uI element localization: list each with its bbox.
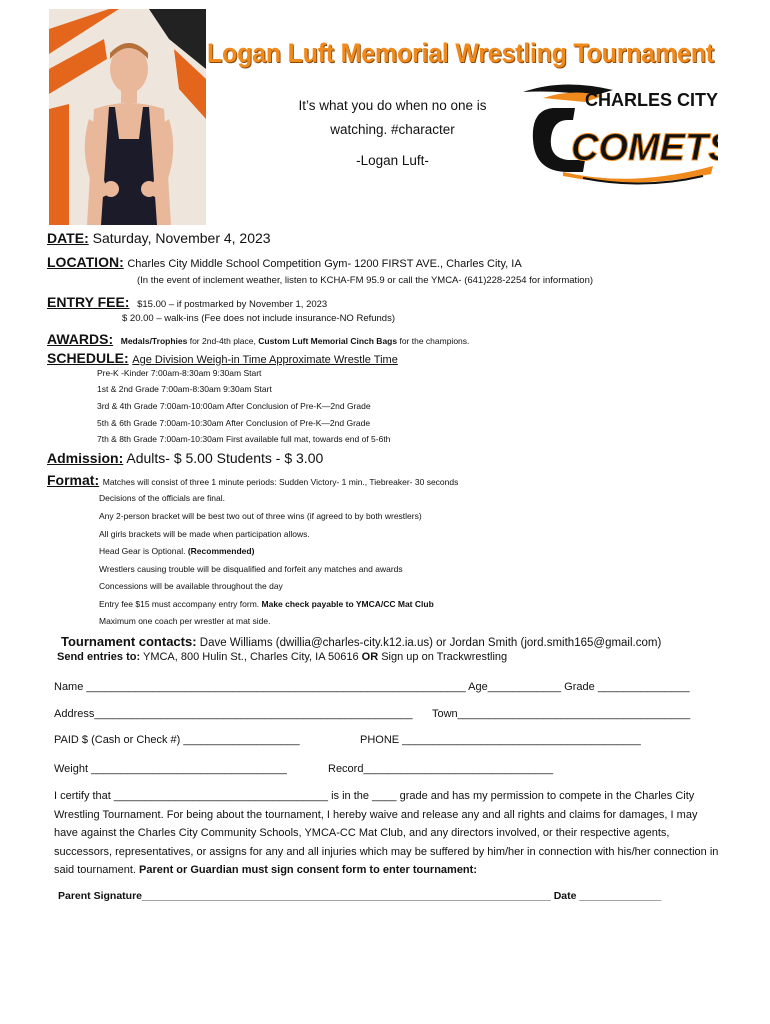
send-entries-row	[57, 651, 507, 663]
date-row	[47, 230, 271, 246]
parent-signature-field[interactable]: Parent Signature______________________________________________________________________ Date ______________	[58, 890, 662, 902]
logo-bottom-text: COMETS	[571, 127, 718, 169]
awards-label: AWARDS:	[47, 331, 114, 347]
page-title: Logan Luft Memorial Wrestling Tournament	[207, 38, 714, 68]
date-label: DATE:	[47, 230, 89, 246]
phone-field[interactable]: PHONE _______________________________________	[360, 734, 641, 746]
logo-top-text: CHARLES CITY	[585, 90, 718, 110]
consent-required-note: Parent or Guardian must sign consent form to enter tournament:	[139, 864, 477, 876]
contacts-row	[61, 634, 661, 649]
entry-fee-row	[47, 294, 327, 310]
check-payable-text: Make check payable to YMCA/CC Mat Club	[261, 599, 434, 609]
consent-paragraph	[54, 787, 719, 880]
entry-fee-line-2: $ 20.00 – walk-ins (Fee does not include insurance-NO Refunds)	[122, 313, 396, 324]
quote-attribution: -Logan Luft-	[356, 153, 429, 168]
schedule-row-1-2: 1st & 2nd Grade 7:00am-8:30am 9:30am Start	[97, 384, 272, 394]
schedule-row-prek: Pre-K -Kinder 7:00am-8:30am 9:30am Start	[97, 368, 262, 378]
schedule-header: Age Division Weigh-in Time Approximate Wrestle Time	[132, 354, 398, 366]
awards-text-2: for the champions.	[397, 336, 470, 346]
schedule-row	[47, 350, 398, 366]
admission-label: Admission:	[47, 450, 124, 466]
location-value: Charles City Middle School Competition Gym- 1200 FIRST AVE., Charles City, IA	[127, 258, 522, 270]
wrestler-photo	[49, 9, 206, 225]
record-field[interactable]: Record_______________________________	[328, 763, 554, 775]
location-note: (In the event of inclement weather, listen to KCHA-FM 95.9 or call the YMCA- (641)228-2254 for information)	[137, 275, 594, 286]
schedule-row-7-8: 7th & 8th Grade 7:00am-10:30am First available full mat, towards end of 5-6th	[97, 434, 391, 444]
send-entries-trackwrestling: Sign up on Trackwrestling	[378, 651, 508, 663]
format-rule-6: Wrestlers causing trouble will be disqualified and forfeit any matches and awards	[99, 564, 403, 574]
awards-medals: Medals/Trophies	[120, 336, 188, 346]
format-rule-5	[99, 546, 254, 556]
location-label: LOCATION:	[47, 254, 124, 270]
consent-text: I certify that ___________________________________ is in the ____ grade and has my permission to compete in the Charles City Wrestling Tournament. For being about the tournament, I hereby waive and release any and all rights and claims for damages, I may have against the Charles City Community Schools, YMCA-CC Mat Club, and any directors involved, or their respective agents, successors, representatives, or assigns for any and all injuries which may be suffered by him/her in connection with his/her connection in said tournament.	[54, 790, 719, 876]
send-entries-or: OR	[361, 651, 379, 663]
format-rule-8	[99, 599, 434, 609]
send-entries-address: YMCA, 800 Hulin St., Charles City, IA 50616	[140, 651, 362, 663]
weight-field[interactable]: Weight ________________________________	[54, 763, 287, 775]
format-rule-7: Concessions will be available throughout the day	[99, 581, 283, 591]
head-gear-text: Head Gear is Optional.	[99, 546, 188, 556]
entry-fee-line-1: $15.00 – if postmarked by November 1, 2023	[137, 299, 328, 310]
awards-text-1: for 2nd-4th place,	[187, 336, 259, 346]
format-rule-4: All girls brackets will be made when participation allows.	[99, 529, 310, 539]
entry-fee-label: ENTRY FEE:	[47, 294, 130, 310]
entry-fee-rule-text: Entry fee $15 must accompany entry form.	[99, 599, 262, 609]
format-rule-1: Matches will consist of three 1 minute periods: Sudden Victory- 1 min., Tiebreaker- 30 seconds	[102, 477, 459, 487]
schedule-row-3-4: 3rd & 4th Grade 7:00am-10:00am After Conclusion of Pre-K—2nd Grade	[97, 401, 371, 411]
send-entries-label: Send entries to:	[57, 651, 141, 663]
awards-cinch-bags: Custom Luft Memorial Cinch Bags	[258, 336, 398, 346]
awards-row	[47, 331, 469, 347]
location-row	[47, 254, 522, 270]
address-field[interactable]: Address____________________________________________________	[54, 708, 413, 720]
schedule-label: SCHEDULE:	[47, 350, 129, 366]
schedule-row-5-6: 5th & 6th Grade 7:00am-10:30am After Conclusion of Pre-K—2nd Grade	[97, 418, 371, 428]
quote-line-2: watching. #character	[330, 122, 455, 137]
name-age-grade-field[interactable]: Name ______________________________________________________________ Age____________ Grade _______________	[54, 681, 690, 693]
format-row	[47, 472, 458, 488]
head-gear-recommended: (Recommended)	[187, 546, 255, 556]
admission-value: Adults- $ 5.00 Students - $ 3.00	[126, 450, 324, 466]
format-rule-2: Decisions of the officials are final.	[99, 493, 225, 503]
town-field[interactable]: Town______________________________________	[432, 708, 691, 720]
format-label: Format:	[47, 472, 100, 488]
admission-row	[47, 450, 323, 466]
contacts-label: Tournament contacts:	[61, 634, 197, 649]
format-rule-9: Maximum one coach per wrestler at mat side.	[99, 616, 271, 626]
quote-line-1: It’s what you do when no one is	[298, 98, 487, 113]
format-rule-3: Any 2-person bracket will be best two out of three wins (if agreed to by both wrestlers)	[99, 511, 422, 521]
paid-field[interactable]: PAID $ (Cash or Check #) ___________________	[54, 734, 300, 746]
date-value: Saturday, November 4, 2023	[92, 230, 271, 246]
contacts-value: Dave Williams (dwillia@charles-city.k12.ia.us) or Jordan Smith (jord.smith165@gmail.com)	[196, 637, 662, 649]
charles-city-comets-logo	[523, 80, 718, 185]
